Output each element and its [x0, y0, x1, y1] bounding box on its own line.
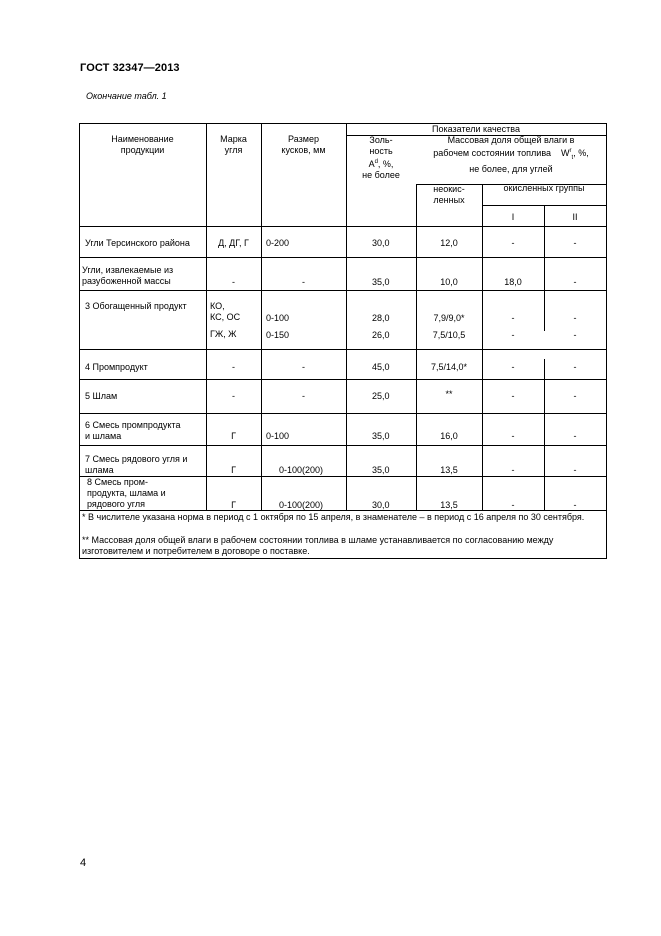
row-line: [80, 379, 606, 380]
row-moisture: 12,0: [440, 238, 458, 248]
row-brand: Г: [231, 431, 236, 441]
row-name: 6 Смесь промпродукта и шлама: [85, 420, 181, 441]
row-group-1: -: [511, 431, 515, 441]
row-group-2: -: [573, 500, 577, 510]
row-moisture: 10,0: [440, 277, 458, 287]
header-name: Наименование продукции: [111, 134, 174, 155]
row-name: Угли Терсинского района: [85, 238, 190, 248]
row-group-2: - -: [573, 313, 577, 340]
row-ash: 35,0: [372, 431, 390, 441]
row-size: -: [302, 277, 305, 287]
row-group-2: -: [573, 431, 577, 441]
row-line: [80, 445, 606, 446]
row-size: -: [302, 391, 305, 401]
row-brand: -: [232, 277, 235, 287]
row-group-1: -: [511, 362, 515, 372]
row-brand: Г: [231, 500, 236, 510]
row-brand: Д, ДГ, Г: [218, 238, 249, 248]
header-moisture: Массовая доля общей влаги в рабочем состоянии топлива $W^r_t$, %, не более, для углей: [433, 135, 589, 174]
header-ash: Золь- ность $A^d$, %, не более: [362, 135, 400, 180]
row-size: 0-100(200): [279, 500, 324, 510]
row-group-2: -: [573, 391, 577, 401]
row-line: [80, 257, 606, 258]
row-ash: 30,0: [372, 500, 390, 510]
row-ash: 35,0: [372, 465, 390, 475]
row-name: 7 Смесь рядового угля и шлама: [85, 454, 188, 475]
row-size: 0-100: [266, 431, 290, 441]
row-ash: 45,0: [372, 362, 390, 372]
page-number: 4: [80, 857, 87, 869]
row-line: [80, 226, 606, 227]
row-name: 5 Шлам: [85, 391, 118, 401]
row-moisture: 13,5: [440, 500, 458, 510]
col-line: [261, 124, 262, 510]
col-line: [416, 184, 417, 510]
row-ash: 28,0 26,0: [372, 313, 390, 340]
row-moisture: 7,5/14,0*: [430, 362, 468, 372]
row-line: [80, 349, 606, 350]
row-brand: -: [232, 391, 235, 401]
row-ash: 25,0: [372, 391, 390, 401]
footnote-1: * В числителе указана норма в период с 1 октября по 15 апреля, в знаменателе – в период с 16 апреля по 30 сентября.: [82, 512, 585, 522]
row-ash: 35,0: [372, 277, 390, 287]
table-caption: Окончание табл. 1: [86, 91, 167, 101]
row-name: 3 Обогащенный продукт: [85, 301, 187, 311]
row-group-1: 18,0: [504, 277, 522, 287]
row-name: 4 Промпродукт: [85, 362, 148, 372]
row-moisture: **: [445, 389, 453, 399]
row-moisture: 7,9/9,0* 7,5/10,5: [432, 313, 466, 340]
document-standard: ГОСТ 32347—2013: [80, 62, 180, 74]
row-ash: 30,0: [372, 238, 390, 248]
row-brand: Г: [231, 465, 236, 475]
row-line: [482, 205, 606, 206]
row-line: [80, 290, 606, 291]
row-line: [80, 413, 606, 414]
row-group-1: -: [511, 465, 515, 475]
row-group-1: -: [511, 500, 515, 510]
row-size: 0-200: [266, 238, 290, 248]
row-group-1: -: [511, 238, 515, 248]
row-moisture: 16,0: [440, 431, 458, 441]
row-brand: -: [232, 362, 235, 372]
col-line: [346, 124, 347, 510]
header-nonoxidized: неокис- ленных: [433, 184, 465, 205]
row-group-2: -: [573, 362, 577, 372]
row-size: 0-100 0-150: [266, 313, 290, 340]
header-group-1: I: [511, 212, 515, 222]
row-brand: КО, КС, ОС ГЖ, Ж: [210, 301, 241, 339]
row-name: 8 Смесь пром- продукта, шлама и рядового угля: [87, 477, 166, 509]
header-brand: Марка угля: [220, 134, 247, 155]
row-group-2: -: [573, 238, 577, 248]
row-group-2: -: [573, 465, 577, 475]
col-line: [206, 124, 207, 510]
header-quality: Показатели качества: [432, 124, 520, 134]
row-group-2: -: [573, 277, 577, 287]
header-size: Размер кусков, мм: [281, 134, 326, 155]
row-group-1: - -: [511, 313, 515, 340]
row-group-1: -: [511, 391, 515, 401]
row-moisture: 13,5: [440, 465, 458, 475]
header-group-2: II: [572, 212, 578, 222]
header-oxidized: окисленных группы: [503, 183, 585, 193]
row-size: -: [302, 362, 305, 372]
row-name: Угли, извлекаемые из разубоженной массы: [82, 265, 174, 286]
footnote-2: ** Массовая доля общей влаги в рабочем состоянии топлива в шламе устанавливается по согласованию между изготовителем и потребителем в договоре о поставке.: [82, 535, 554, 556]
row-size: 0-100(200): [279, 465, 324, 475]
col-line: [482, 184, 483, 510]
